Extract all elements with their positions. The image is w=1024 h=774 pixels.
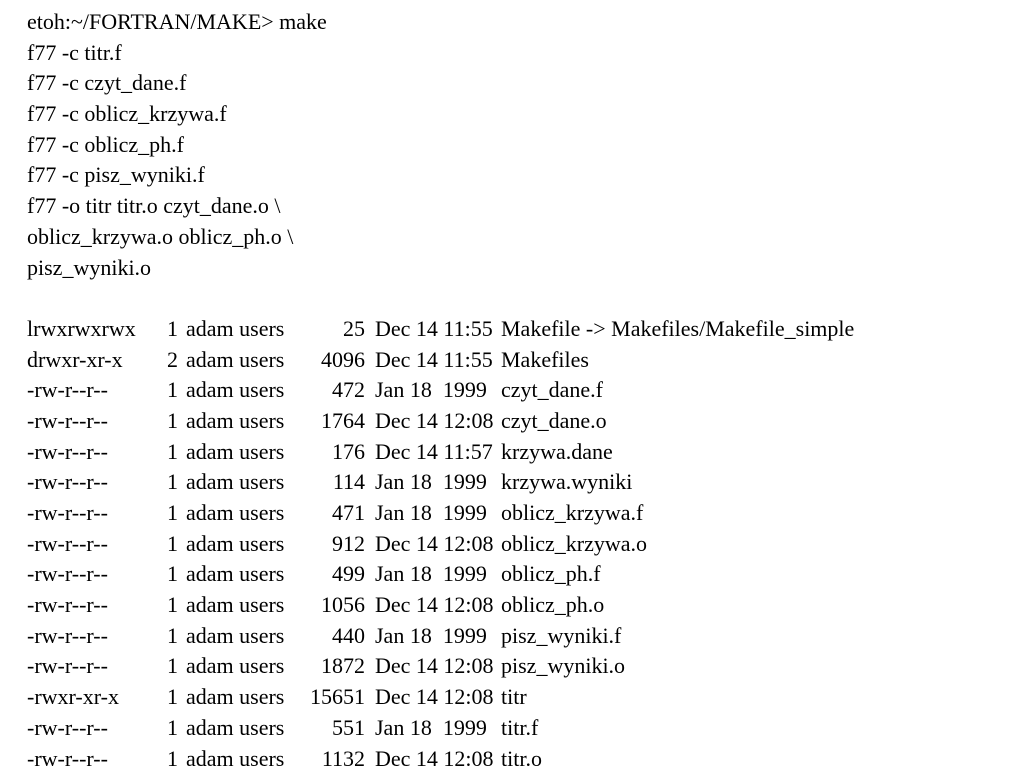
file-date: Dec 14 12:08	[375, 744, 494, 774]
listing-row	[27, 406, 1017, 437]
directory-listing	[27, 314, 1017, 774]
file-name: Makefiles	[501, 345, 589, 376]
file-size: 1056	[299, 590, 365, 621]
file-permissions: -rw-r--r--	[27, 621, 108, 652]
file-name: oblicz_krzywa.o	[501, 529, 647, 560]
file-size: 1764	[299, 406, 365, 437]
file-name: pisz_wyniki.f	[501, 621, 621, 652]
file-date: Dec 14 12:08	[375, 682, 494, 713]
file-date: Dec 14 12:08	[375, 529, 494, 560]
make-output-line: f77 -c titr.f	[27, 38, 1017, 69]
file-size: 472	[299, 375, 365, 406]
file-owner-group: adam users	[186, 529, 284, 560]
file-date: Dec 14 11:55	[375, 345, 493, 376]
listing-row	[27, 682, 1017, 713]
listing-row	[27, 744, 1017, 774]
file-name: oblicz_ph.f	[501, 559, 601, 590]
file-date: Dec 14 12:08	[375, 651, 494, 682]
listing-row	[27, 314, 1017, 345]
file-size: 471	[299, 498, 365, 529]
file-size: 176	[299, 437, 365, 468]
file-name: titr	[501, 682, 527, 713]
file-link-count: 1	[167, 529, 178, 560]
file-permissions: -rwxr-xr-x	[27, 682, 119, 713]
file-name: Makefile -> Makefiles/Makefile_simple	[501, 314, 854, 345]
listing-row	[27, 375, 1017, 406]
file-name: czyt_dane.o	[501, 406, 607, 437]
file-permissions: -rw-r--r--	[27, 437, 108, 468]
file-date: Jan 18 1999	[375, 621, 487, 652]
listing-row	[27, 590, 1017, 621]
file-name: krzywa.wyniki	[501, 467, 632, 498]
file-owner-group: adam users	[186, 713, 284, 744]
make-output-line: f77 -c oblicz_krzywa.f	[27, 99, 1017, 130]
file-owner-group: adam users	[186, 375, 284, 406]
listing-row	[27, 467, 1017, 498]
file-size: 25	[299, 314, 365, 345]
file-size: 1132	[299, 744, 365, 774]
file-permissions: -rw-r--r--	[27, 467, 108, 498]
file-date: Dec 14 12:08	[375, 406, 494, 437]
file-link-count: 1	[167, 467, 178, 498]
file-permissions: -rw-r--r--	[27, 406, 108, 437]
file-link-count: 1	[167, 621, 178, 652]
file-link-count: 1	[167, 437, 178, 468]
shell-prompt-line: etoh:~/FORTRAN/MAKE> make	[27, 7, 1017, 38]
listing-row	[27, 621, 1017, 652]
file-owner-group: adam users	[186, 651, 284, 682]
file-link-count: 1	[167, 744, 178, 774]
file-link-count: 1	[167, 682, 178, 713]
file-link-count: 1	[167, 314, 178, 345]
file-name: oblicz_krzywa.f	[501, 498, 643, 529]
file-date: Jan 18 1999	[375, 559, 487, 590]
file-link-count: 1	[167, 498, 178, 529]
listing-row	[27, 437, 1017, 468]
file-size: 114	[299, 467, 365, 498]
file-permissions: -rw-r--r--	[27, 590, 108, 621]
file-date: Jan 18 1999	[375, 713, 487, 744]
file-link-count: 1	[167, 713, 178, 744]
file-owner-group: adam users	[186, 590, 284, 621]
make-output-line: f77 -c oblicz_ph.f	[27, 130, 1017, 161]
file-permissions: -rw-r--r--	[27, 375, 108, 406]
file-owner-group: adam users	[186, 406, 284, 437]
make-output-line: f77 -c czyt_dane.f	[27, 68, 1017, 99]
file-owner-group: adam users	[186, 621, 284, 652]
file-date: Jan 18 1999	[375, 375, 487, 406]
file-owner-group: adam users	[186, 559, 284, 590]
file-permissions: lrwxrwxrwx	[27, 314, 136, 345]
file-link-count: 1	[167, 375, 178, 406]
file-date: Dec 14 11:57	[375, 437, 493, 468]
file-date: Jan 18 1999	[375, 467, 487, 498]
terminal-output	[27, 7, 1017, 774]
file-permissions: -rw-r--r--	[27, 713, 108, 744]
file-owner-group: adam users	[186, 345, 284, 376]
file-name: oblicz_ph.o	[501, 590, 604, 621]
file-size: 4096	[299, 345, 365, 376]
listing-row	[27, 651, 1017, 682]
make-output	[27, 7, 1017, 283]
file-permissions: -rw-r--r--	[27, 744, 108, 774]
file-permissions: drwxr-xr-x	[27, 345, 123, 376]
file-date: Dec 14 12:08	[375, 590, 494, 621]
file-name: titr.f	[501, 713, 538, 744]
file-link-count: 1	[167, 559, 178, 590]
listing-row	[27, 345, 1017, 376]
file-owner-group: adam users	[186, 744, 284, 774]
file-owner-group: adam users	[186, 467, 284, 498]
file-link-count: 1	[167, 406, 178, 437]
file-name: titr.o	[501, 744, 542, 774]
file-permissions: -rw-r--r--	[27, 651, 108, 682]
listing-row	[27, 498, 1017, 529]
file-size: 440	[299, 621, 365, 652]
file-size: 1872	[299, 651, 365, 682]
file-name: krzywa.dane	[501, 437, 613, 468]
listing-row	[27, 529, 1017, 560]
file-owner-group: adam users	[186, 314, 284, 345]
make-output-line: f77 -c pisz_wyniki.f	[27, 160, 1017, 191]
file-link-count: 1	[167, 651, 178, 682]
listing-row	[27, 559, 1017, 590]
file-size: 912	[299, 529, 365, 560]
blank-line	[27, 283, 1017, 314]
file-name: pisz_wyniki.o	[501, 651, 625, 682]
file-size: 499	[299, 559, 365, 590]
make-output-line: pisz_wyniki.o	[27, 253, 1017, 284]
make-output-line: oblicz_krzywa.o oblicz_ph.o \	[27, 222, 1017, 253]
file-link-count: 1	[167, 590, 178, 621]
file-size: 15651	[299, 682, 365, 713]
file-date: Jan 18 1999	[375, 498, 487, 529]
file-link-count: 2	[167, 345, 178, 376]
file-owner-group: adam users	[186, 498, 284, 529]
listing-row	[27, 713, 1017, 744]
file-name: czyt_dane.f	[501, 375, 603, 406]
make-output-line: f77 -o titr titr.o czyt_dane.o \	[27, 191, 1017, 222]
file-size: 551	[299, 713, 365, 744]
file-permissions: -rw-r--r--	[27, 529, 108, 560]
file-permissions: -rw-r--r--	[27, 559, 108, 590]
file-permissions: -rw-r--r--	[27, 498, 108, 529]
file-owner-group: adam users	[186, 682, 284, 713]
file-owner-group: adam users	[186, 437, 284, 468]
file-date: Dec 14 11:55	[375, 314, 493, 345]
